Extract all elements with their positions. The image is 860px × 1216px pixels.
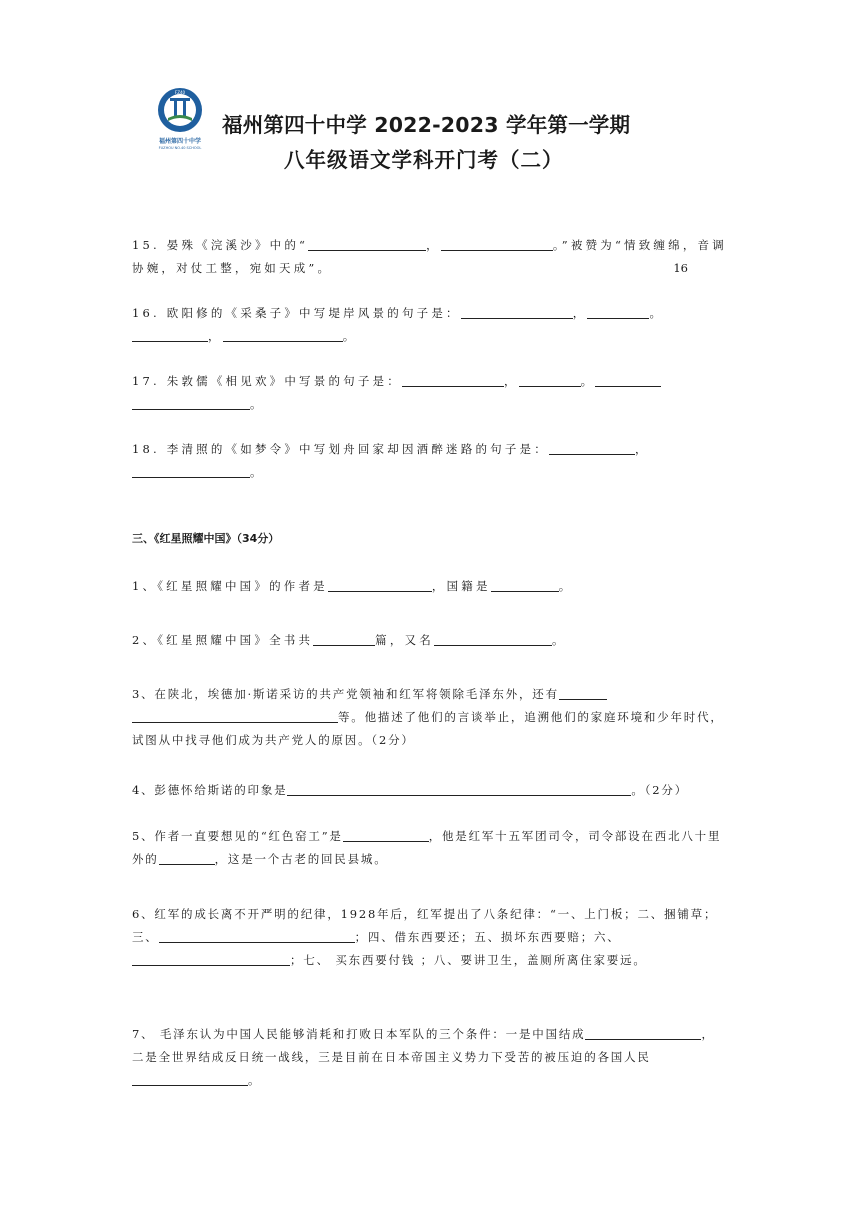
answer-blank[interactable] xyxy=(159,928,355,943)
answer-blank[interactable] xyxy=(313,631,375,646)
book-question-3: 3、在陕北，埃德加·斯诺采访的共产党领袖和红军将领除毛泽东外，还有 等。他描述了他们的言谈举止，追溯他们的家庭环境和少年时代，试图从中找寻他们成为共产党人的原因。（2分） xyxy=(132,687,724,747)
answer-blank[interactable] xyxy=(132,327,208,342)
answer-blank[interactable] xyxy=(287,781,631,796)
school-logo xyxy=(154,86,206,160)
answer-blank[interactable] xyxy=(343,827,429,842)
answer-blank[interactable] xyxy=(223,327,343,342)
question-18: 18. 李清照的《如梦令》中写划舟回家却因酒醉迷路的句子是： ， 。 xyxy=(132,442,650,479)
question-16: 16. 欧阳修的《采桑子》中写堤岸风景的句子是： ， 。 ， 。 xyxy=(132,306,665,343)
book-question-7: 7、 毛泽东认为中国人民能够消耗和打败日本军队的三个条件：一是中国结成 ，二是全世界结成反日统一战线，三是目前在日本帝国主义势力下受苦的被压迫的各国人民。 xyxy=(132,1027,715,1087)
answer-blank[interactable] xyxy=(549,440,635,455)
book-question-1: 1、《红星照耀中国》的作者是 ，国籍是 。 xyxy=(132,579,574,593)
answer-blank[interactable] xyxy=(328,577,432,592)
question-17: 17. 朱敦儒《相见欢》中写景的句子是： ， 。 。 xyxy=(132,370,728,416)
svg-text:FZ40: FZ40 xyxy=(174,90,186,95)
answer-blank[interactable] xyxy=(519,372,581,387)
book-question-5: 5、作者一直要想见的“红色窑工”是 ，他是红军十五军团司令，司令部设在西北八十里外的 ，这是一个古老的回民县城。 xyxy=(132,829,722,866)
answer-blank[interactable] xyxy=(491,577,559,592)
section-heading: 三、《红星照耀中国》（34分） xyxy=(132,532,280,545)
answer-blank[interactable] xyxy=(441,236,553,251)
answer-blank[interactable] xyxy=(434,631,552,646)
answer-blank[interactable] xyxy=(132,395,250,410)
book-question-6: 6、红军的成长离不开严明的纪律，1928年后，红军提出了八条纪律：“一、上门板；二、捆铺草；三、 ；四、借东西要还；五、损坏东西要赔；六、；七、 买东西要付钱 ；八、要讲卫生，盖厕所离住家要远。 xyxy=(132,907,718,967)
answer-blank[interactable] xyxy=(132,1071,248,1086)
answer-blank[interactable] xyxy=(132,708,338,723)
answer-blank[interactable] xyxy=(461,304,573,319)
book-question-4: 4、彭德怀给斯诺的印象是 。（2分） xyxy=(132,783,688,797)
answer-blank[interactable] xyxy=(587,304,649,319)
answer-blank[interactable] xyxy=(308,236,426,251)
exam-title-line1: 福州第四十中学 2022-2023 学年第一学期 xyxy=(222,113,631,137)
answer-blank[interactable] xyxy=(402,372,504,387)
book-question-2: 2、《红星照耀中国》全书共 篇，又名 。 xyxy=(132,633,567,647)
exam-title-line2: 八年级语文学科开门考（二） xyxy=(284,148,564,172)
logo-text: 福州第四十中学 xyxy=(158,138,201,145)
answer-blank[interactable] xyxy=(132,951,290,966)
answer-blank[interactable] xyxy=(595,372,661,387)
answer-blank[interactable] xyxy=(159,850,215,865)
answer-blank[interactable] xyxy=(132,463,250,478)
page-mark: 16 xyxy=(673,261,688,275)
answer-blank[interactable] xyxy=(559,685,607,700)
question-15: 15. 晏殊《浣溪沙》中的“ ， 。”被赞为“情致缠绵，音调协婉，对仗工整，宛如天成”。 16 xyxy=(132,234,728,280)
logo-subtext: FUZHOU NO.40 SCHOOL xyxy=(158,146,202,150)
answer-blank[interactable] xyxy=(585,1025,701,1040)
